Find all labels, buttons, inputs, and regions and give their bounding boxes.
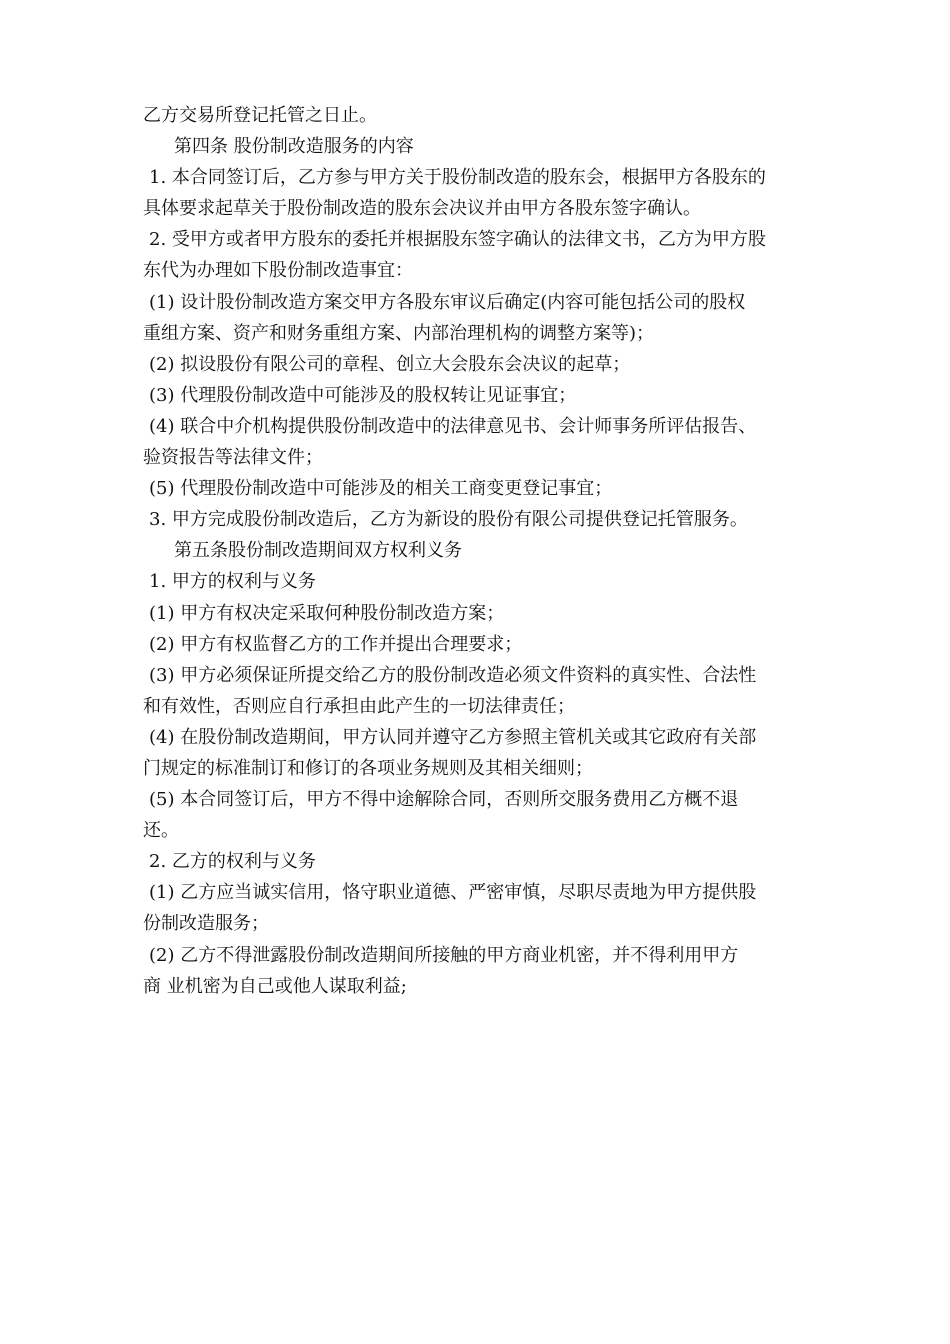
text-line: (4) 在股份制改造期间，甲方认同并遵守乙方参照主管机关或其它政府有关部 (149, 726, 757, 748)
text-line: 2. 乙方的权利与义务 (149, 851, 316, 873)
text-line: (5) 代理股份制改造中可能涉及的相关工商变更登记事宜； (149, 478, 613, 500)
document-body (143, 100, 823, 1002)
text-line: 重组方案、资产和财务重组方案、内部治理机构的调整方案等)； (143, 322, 655, 344)
text-line: 门规定的标准制订和修订的各项业务规则及其相关细则； (143, 757, 593, 779)
article-heading: 第四条 股份制改造服务的内容 (174, 136, 414, 158)
text-line: (4) 联合中介机构提供股份制改造中的法律意见书、会计师事务所评估报告、 (149, 415, 757, 437)
text-line: (2) 拟设股份有限公司的章程、创立大会股东会决议的起草； (149, 353, 631, 375)
text-line: (1) 乙方应当诚实信用，恪守职业道德、严密审慎，尽职尽责地为甲方提供股 (149, 882, 757, 904)
text-line: 1. 甲方的权利与义务 (149, 571, 316, 593)
article-heading: 第五条股份制改造期间双方权利义务 (174, 540, 462, 562)
text-line: 验资报告等法律文件； (143, 447, 323, 469)
text-line: 1. 本合同签订后，乙方参与甲方关于股份制改造的股东会，根据甲方各股东的 (149, 167, 766, 189)
text-line: 乙方交易所登记托管之日止。 (143, 105, 377, 126)
text-line: 还。 (143, 820, 179, 842)
text-line: (1) 甲方有权决定采取何种股份制改造方案； (149, 602, 505, 624)
text-line: (1) 设计股份制改造方案交甲方各股东审议后确定(内容可能包括公司的股权 (149, 291, 746, 313)
text-line: 东代为办理如下股份制改造事宜： (143, 260, 413, 282)
text-line: (3) 代理股份制改造中可能涉及的股权转让见证事宜； (149, 384, 577, 406)
text-line: 和有效性，否则应自行承担由此产生的一切法律责任； (143, 695, 575, 717)
text-line: (2) 乙方不得泄露股份制改造期间所接触的甲方商业机密，并不得利用甲方 (149, 944, 739, 966)
text-line: (2) 甲方有权监督乙方的工作并提出合理要求； (149, 633, 523, 655)
text-line: 商 业机密为自己或他人谋取利益; (143, 975, 407, 997)
text-line: 3. 甲方完成股份制改造后，乙方为新设的股份有限公司提供登记托管服务。 (149, 509, 748, 531)
text-line: (5) 本合同签订后，甲方不得中途解除合同，否则所交服务费用乙方概不退 (149, 789, 739, 811)
text-line: 具体要求起草关于股份制改造的股东会决议并由甲方各股东签字确认。 (143, 198, 701, 220)
text-line: (3) 甲方必须保证所提交给乙方的股份制改造必须文件资料的真实性、合法性 (149, 664, 757, 686)
text-line: 2. 受甲方或者甲方股东的委托并根据股东签字确认的法律文书，乙方为甲方股 (149, 229, 766, 251)
text-line: 份制改造服务； (143, 913, 269, 935)
